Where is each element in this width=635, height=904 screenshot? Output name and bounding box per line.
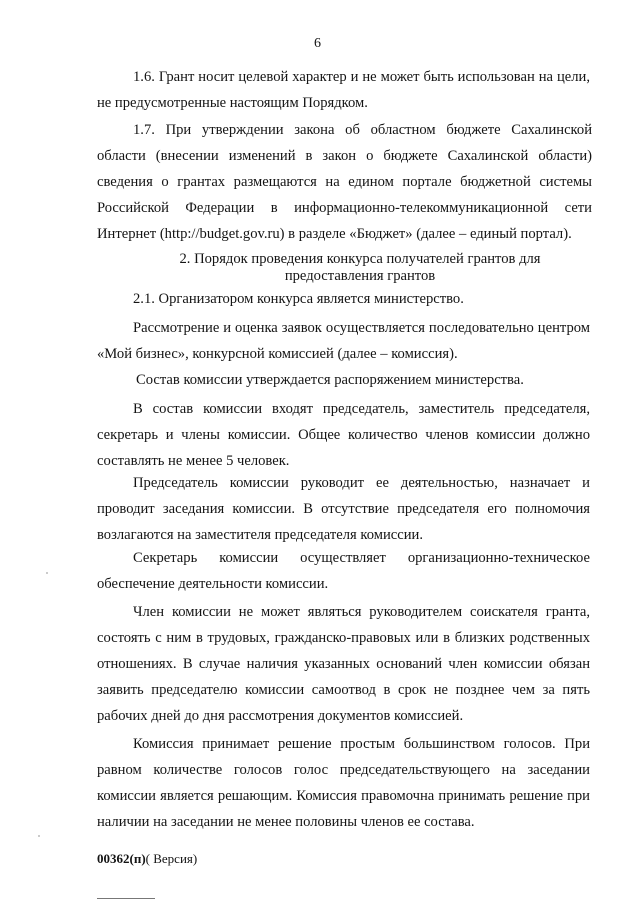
document-version: ( Версия) xyxy=(145,851,198,866)
scan-speck xyxy=(46,572,48,574)
paragraph-1-6: 1.6. Грант носит целевой характер и не может быть использован на цели, не предусмотренные настоящим Порядком. xyxy=(97,69,590,111)
paragraph-secretary: Секретарь комиссии осуществляет организационно-техническое обеспечение деятельности комиссии. xyxy=(97,550,590,592)
paragraph-chairman: Председатель комиссии руководит ее деятельностью, назначает и проводит заседания комиссии. В отсутствие председателя его полномочия возлагаются на заместителя председателя комиссии. xyxy=(97,475,590,543)
paragraph-review: Рассмотрение и оценка заявок осуществляется последовательно центром «Мой бизнес», конкурсной комиссией (далее – комиссия). xyxy=(97,320,590,362)
section-2-heading: 2. Порядок проведения конкурса получателей грантов для предоставления грантов xyxy=(179,251,541,284)
paragraph-composition-approved: Состав комиссии утверждается распоряжением министерства. xyxy=(136,372,524,388)
paragraph-1-7: 1.7. При утверждении закона об областном бюджете Сахалинской области (внесении изменений в закон о бюджете Сахалинской области) сведения о грантах размещаются на едином портале бюджетной системы Российской Федерации в информационно-телекоммуникационной сети Интернет (http://budget.gov.ru) в разделе «Бюджет» (далее – единый портал). xyxy=(97,122,592,242)
paragraph-decision: Комиссия принимает решение простым большинством голосов. При равном количестве голосов голос председательствующего на заседании комиссии является решающим. Комиссия правомочна принимать решение при наличии на заседании не менее половины членов ее состава. xyxy=(97,736,590,830)
scan-speck xyxy=(38,835,40,837)
paragraph-2-1: 2.1. Организатором конкурса является министерство. xyxy=(133,291,464,307)
document-code: 00362(п) xyxy=(97,851,146,866)
paragraph-composition: В состав комиссии входят председатель, заместитель председателя, секретарь и члены комиссии. Общее количество членов комиссии должно составлять не менее 5 человек. xyxy=(97,401,590,469)
paragraph-member: Член комиссии не может являться руководителем соискателя гранта, состоять с ним в трудовых, гражданско-правовых или в близких родственных отношениях. В случае наличия указанных оснований член комиссии обязан заявить председателю комиссии самоотвод в срок не позднее чем за пять рабочих дней до дня рассмотрения документов комиссией. xyxy=(97,604,590,724)
document-footer xyxy=(97,851,197,867)
page-number: 6 xyxy=(314,36,321,51)
footer-rule xyxy=(97,898,155,899)
